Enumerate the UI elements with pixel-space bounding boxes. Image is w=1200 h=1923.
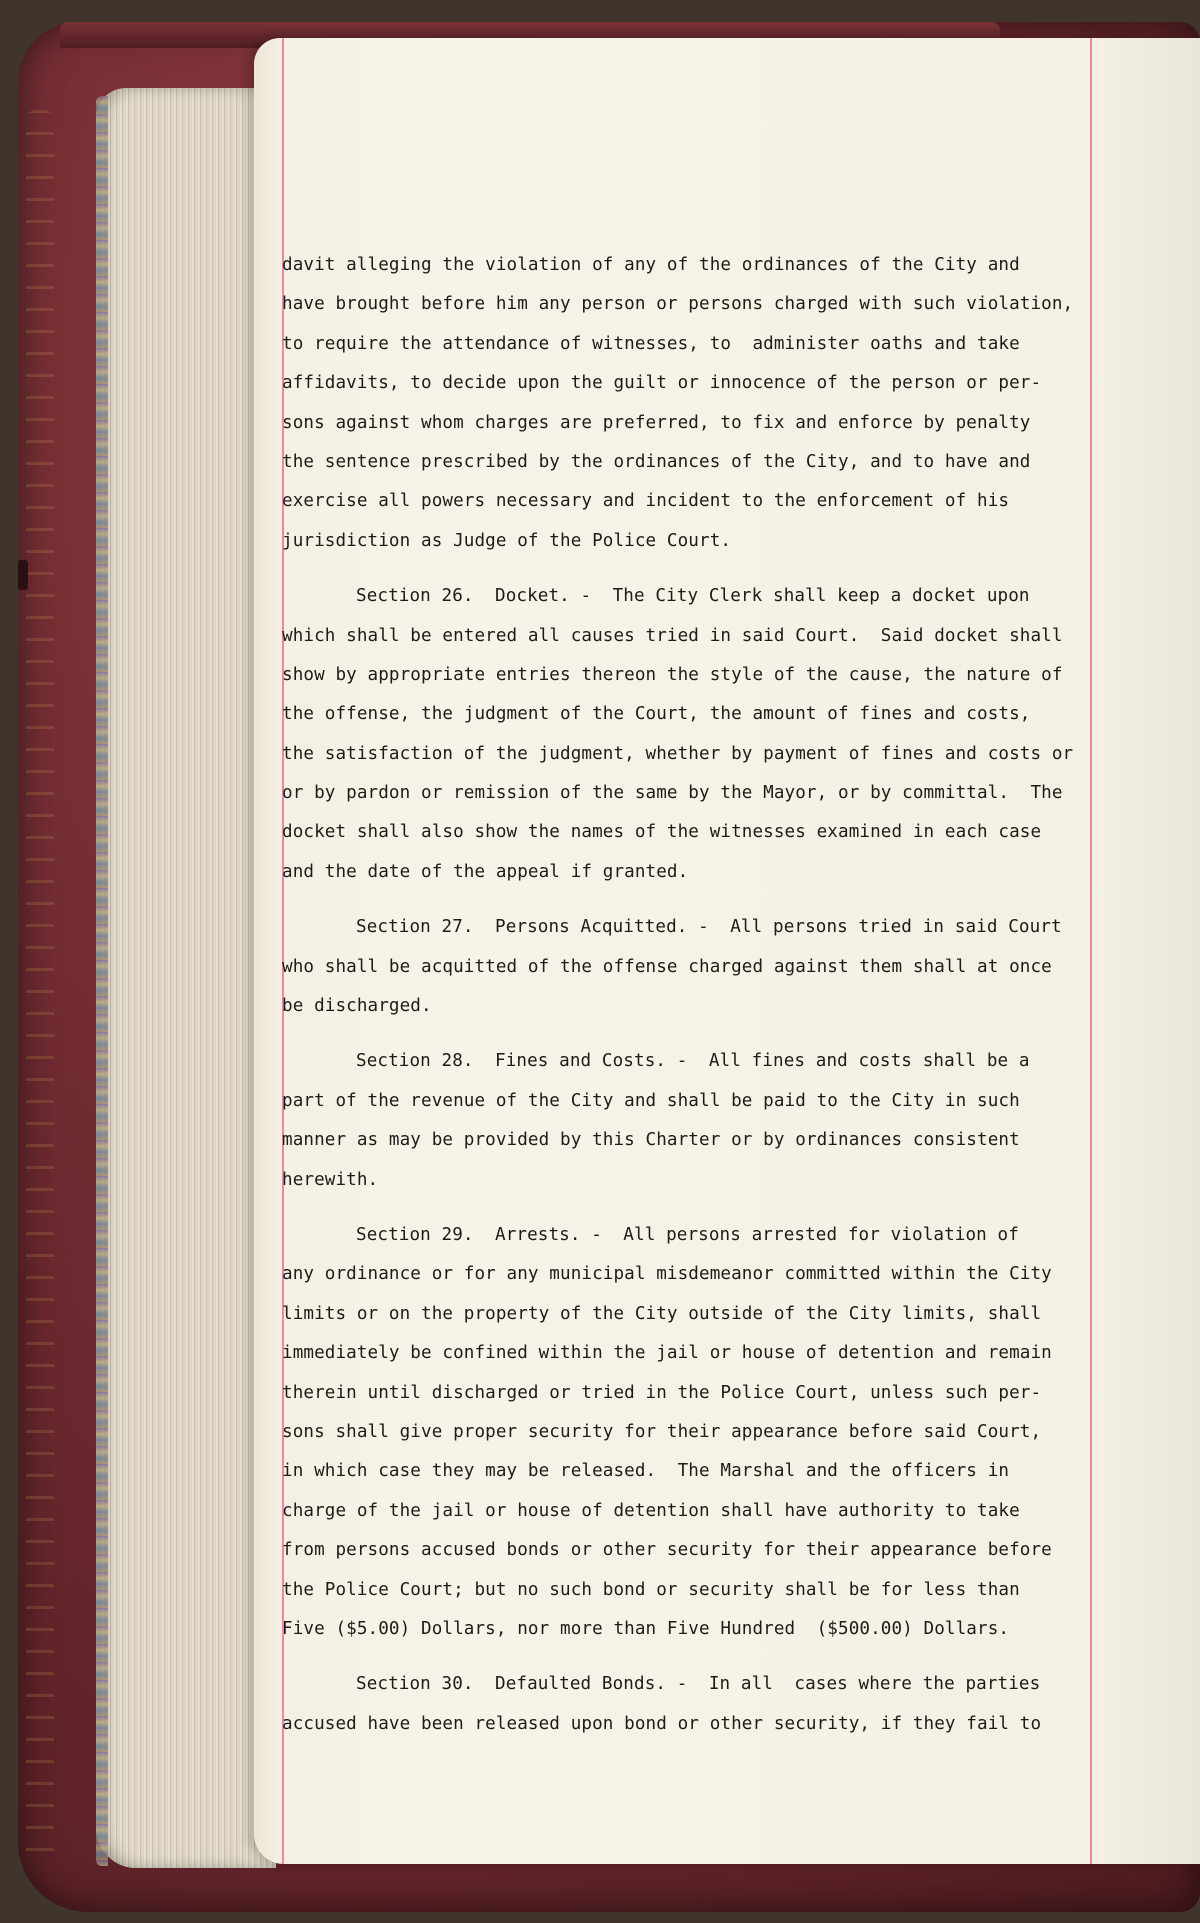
section-27-heading-line: Section 27. Persons Acquitted. - All persons tried in said Court (356, 917, 1062, 938)
text-line: affidavits, to decide upon the guilt or innocence of the person or per- (282, 373, 1042, 394)
text-line: charge of the jail or house of detention shall have authority to take (282, 1500, 1020, 1521)
text-line: from persons accused bonds or other security for their appearance before (282, 1540, 1052, 1561)
text-line: exercise all powers necessary and incident to the enforcement of his (282, 491, 1010, 512)
text-line: have brought before him any person or persons charged with such violation, (282, 294, 1074, 315)
text-line: to require the attendance of witnesses, to administer oaths and take (282, 333, 1020, 354)
text-line: sons against whom charges are preferred, to fix and enforce by penalty (282, 412, 1031, 433)
text-line: immediately be confined within the jail or house of detention and remain (282, 1343, 1052, 1364)
text-line: manner as may be provided by this Charter or by ordinances consistent (282, 1130, 1020, 1151)
text-line: who shall be acquitted of the offense charged against them shall at once (282, 956, 1052, 977)
text-line: the sentence prescribed by the ordinances of the City, and to have and (282, 451, 1031, 472)
section-28-heading-line: Section 28. Fines and Costs. - All fines and costs shall be a (356, 1051, 1030, 1072)
marbled-page-edge (96, 96, 108, 1866)
text-line: be discharged. (282, 996, 432, 1017)
text-line: in which case they may be released. The Marshal and the officers in (282, 1461, 1010, 1482)
text-line: part of the revenue of the City and shall be paid to the City in such (282, 1090, 1020, 1111)
text-line: accused have been released upon bond or other security, if they fail to (282, 1713, 1042, 1734)
text-line: and the date of the appeal if granted. (282, 861, 689, 882)
section-26-heading-line: Section 26. Docket. - The City Clerk shall keep a docket upon (356, 586, 1030, 607)
section-29-heading-line: Section 29. Arrests. - All persons arrested for violation of (356, 1224, 1019, 1245)
text-line: the Police Court; but no such bond or security shall be for less than (282, 1579, 1020, 1600)
text-line: davit alleging the violation of any of the ordinances of the City and (282, 255, 1020, 275)
text-line: limits or on the property of the City outside of the City limits, shall (282, 1303, 1042, 1324)
typed-text-body (282, 246, 1112, 1744)
gilded-spine-decoration (26, 110, 54, 1870)
text-line: any ordinance or for any municipal misdemeanor committed within the City (282, 1264, 1052, 1285)
text-line: herewith. (282, 1169, 379, 1190)
text-line: the offense, the judgment of the Court, the amount of fines and costs, (282, 704, 1031, 725)
text-line: Five ($5.00) Dollars, nor more than Five Hundred ($500.00) Dollars. (282, 1618, 1010, 1639)
text-line: therein until discharged or tried in the Police Court, unless such per- (282, 1382, 1042, 1403)
text-line: the satisfaction of the judgment, whether by payment of fines and costs or (282, 743, 1074, 764)
text-line: jurisdiction as Judge of the Police Court. (282, 530, 732, 551)
page-stack (96, 88, 276, 1868)
text-line: or by pardon or remission of the same by the Mayor, or by committal. The (282, 783, 1063, 804)
text-line: show by appropriate entries thereon the style of the cause, the nature of (282, 664, 1063, 685)
text-line: sons shall give proper security for their appearance before said Court, (282, 1421, 1042, 1442)
cover-clasp (18, 560, 28, 590)
section-30-heading-line: Section 30. Defaulted Bonds. - In all cases where the parties (356, 1674, 1041, 1695)
text-line: which shall be entered all causes tried in said Court. Said docket shall (282, 625, 1063, 646)
text-line: docket shall also show the names of the witnesses examined in each case (282, 822, 1042, 843)
